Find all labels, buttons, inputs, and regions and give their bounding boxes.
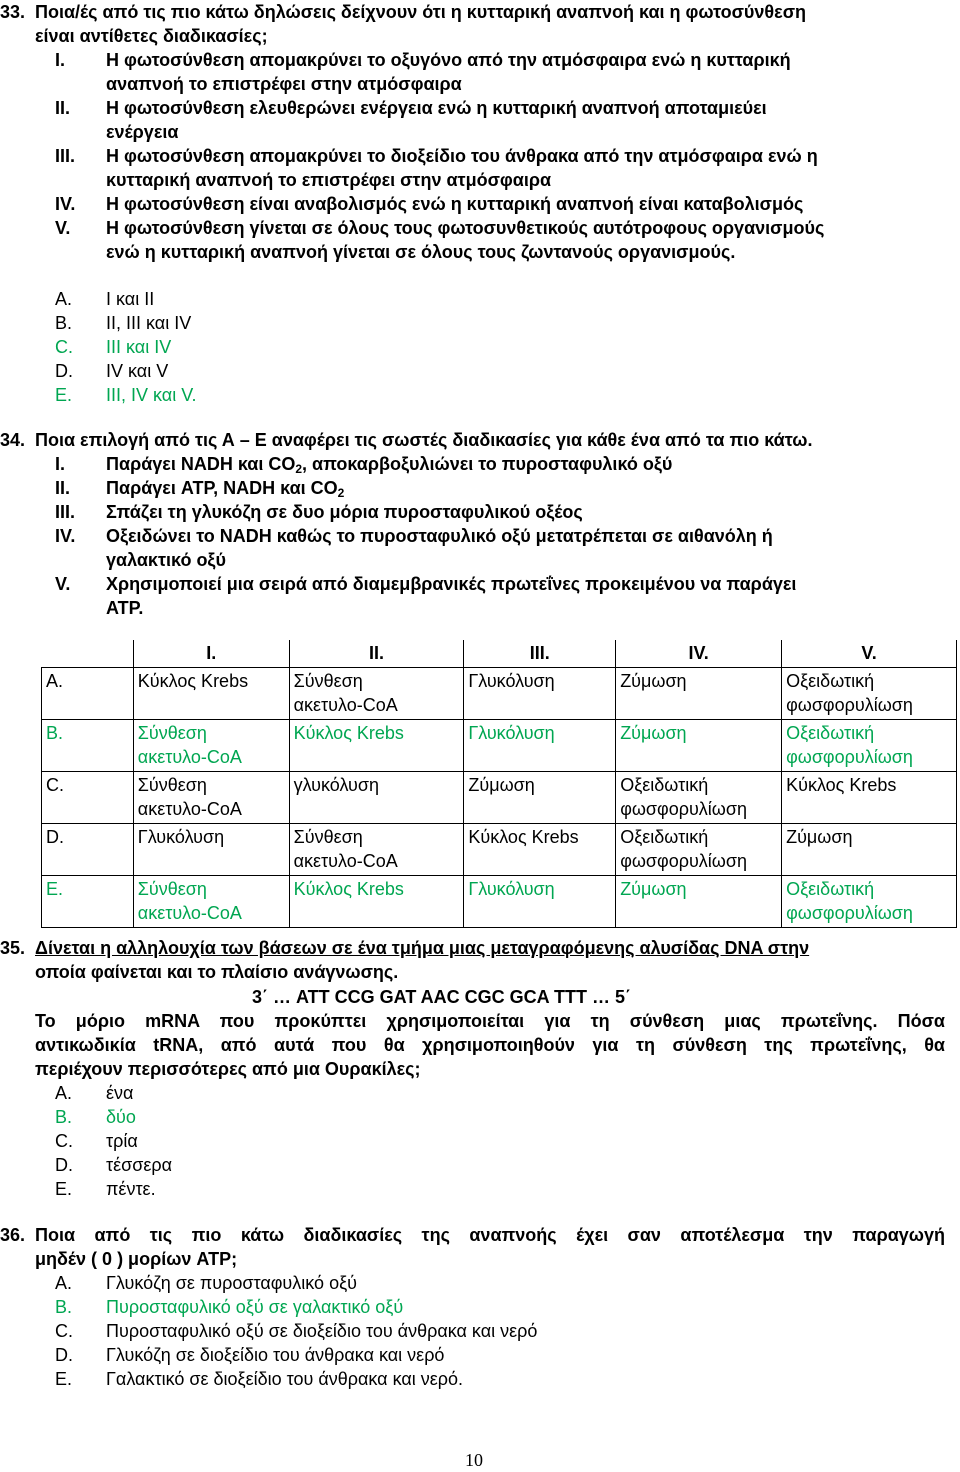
q35-dna-sequence: 3΄ … ATT CCG GAT AAC CGC GCA TTT … 5΄ — [252, 987, 631, 1007]
table-cell — [616, 876, 782, 928]
table-cell-line: Ζύμωση — [468, 775, 535, 795]
table-cell-line: Κύκλος Krebs — [468, 827, 579, 847]
q33-stem-line2: είναι αντίθετες διαδικασίες; — [35, 26, 268, 46]
q34-statement-text: Παράγει ATP, NADH και $CO_2$ — [106, 478, 345, 500]
table-cell — [782, 876, 957, 928]
q34-statement-text: Σπάζει τη γλυκόζη σε δυο μόρια πυροσταφυλικού οξέος — [106, 502, 583, 522]
q33-statement-text: Η φωτοσύνθεση είναι αναβολισμός ενώ η κυτταρική αναπνοή είναι καταβολισμός — [106, 194, 804, 214]
q35-option-text: ένα — [106, 1083, 134, 1103]
table-row — [42, 720, 957, 772]
table-cell-line: Ζύμωση — [786, 827, 853, 847]
table-cell — [133, 668, 289, 720]
table-cell-line: Γλυκόλυση — [468, 879, 555, 899]
q33-stem-line1: Ποια/ές από τις πιο κάτω δηλώσεις δείχνουν ότι η κυτταρική αναπνοή και η φωτοσύνθεση — [35, 2, 807, 22]
table-cell — [616, 720, 782, 772]
q34-number: 34. — [0, 430, 26, 450]
q33-option-text: IV και V — [106, 361, 169, 381]
q36-option-letter: E. — [55, 1369, 73, 1389]
table-header-row — [42, 640, 957, 668]
q35-stem-line5: περιέχουν περισσότερες από μια Ουρακίλες; — [35, 1059, 421, 1079]
q35-stem-line3: Το μόριο mRNA που προκύπτει χρησιμοποιείται για τη σύνθεση μιας πρωτεΐνης. Πόσα — [35, 1011, 945, 1031]
q33-statement-text: Η φωτοσύνθεση απομακρύνει το διοξείδιο του άνθρακα από την ατμόσφαιρα ενώ η — [106, 146, 818, 166]
q35-option-text: πέντε. — [106, 1179, 156, 1199]
table-row-letter: C. — [42, 772, 134, 824]
table-cell-line: Ζύμωση — [620, 723, 687, 743]
q36-option-letter: A. — [55, 1273, 73, 1293]
q35-option-letter: A. — [55, 1083, 73, 1103]
table-row-letter: A. — [42, 668, 134, 720]
table-cell-line: Σύνθεση — [293, 827, 363, 847]
table-header-cell: V. — [782, 640, 957, 668]
q34-statement-text: ATP. — [106, 598, 144, 618]
table-row — [42, 772, 957, 824]
table-row — [42, 824, 957, 876]
q34-statement-text: Χρησιμοποιεί μια σειρά από διαμεμβρανικές πρωτεΐνες προκειμένου να παράγει — [106, 574, 797, 594]
table-cell-line: Σύνθεση — [137, 723, 207, 743]
q35-option-letter: E. — [55, 1179, 73, 1199]
q35-option-text: τέσσερα — [106, 1155, 173, 1175]
table-cell — [133, 824, 289, 876]
q34-statement-num: V. — [55, 574, 71, 594]
table-row — [42, 668, 957, 720]
table-cell-line: Κύκλος Krebs — [137, 671, 249, 691]
q33-option-letter-correct: C. — [55, 337, 73, 357]
table-cell-line: Κύκλος Krebs — [293, 879, 404, 899]
q35-stem-line4: αντικωδικία tRNA, από αυτά που θα χρησιμοποιηθούν για τη σύνθεση της πρωτεΐνης, θα — [35, 1035, 945, 1055]
q36-option-text: Γλυκόζη σε πυροσταφυλικό οξύ — [106, 1273, 357, 1293]
table-cell-line: ακετυλο-CoA — [137, 747, 242, 767]
table-header-corner — [42, 640, 134, 668]
table-cell-line: ακετυλο-CoA — [293, 695, 398, 715]
table-cell-line: φωσφορυλίωση — [620, 799, 747, 819]
table-row-letter: E. — [42, 876, 134, 928]
q33-option-letter: A. — [55, 289, 73, 309]
table-cell — [464, 720, 616, 772]
q33-statement-num: I. — [55, 50, 66, 70]
table-cell — [464, 876, 616, 928]
table-cell-line: ακετυλο-CoA — [293, 851, 398, 871]
table-cell — [289, 772, 464, 824]
table-cell — [782, 772, 957, 824]
q33-option-letter: B. — [55, 313, 73, 333]
q33-statement-text: Η φωτοσύνθεση ελευθερώνει ενέργεια ενώ η κυτταρική αναπνοή αποταμιεύει — [106, 98, 767, 118]
table-cell — [289, 876, 464, 928]
q33-statement-text: Η φωτοσύνθεση απομακρύνει το οξυγόνο από την ατμόσφαιρα ενώ η κυτταρική — [106, 50, 791, 70]
q35-stem-line1: Δίνεται η αλληλουχία των βάσεων σε ένα τμήμα μιας μεταγραφόμενης αλυσίδας DNA στην — [35, 938, 810, 958]
table-cell — [464, 772, 616, 824]
table-cell — [133, 876, 289, 928]
q36-stem-line2: μηδέν ( 0 ) μορίων ATP; — [35, 1249, 238, 1269]
table-cell-line: Οξειδωτική — [620, 775, 709, 795]
table-cell-line: γλυκόλυση — [293, 775, 380, 795]
table-cell — [782, 720, 957, 772]
table-cell — [616, 772, 782, 824]
q36-option-letter: C. — [55, 1321, 73, 1341]
table-cell — [464, 824, 616, 876]
table-cell-line: Γλυκόλυση — [137, 827, 225, 847]
q33-statement-num: IV. — [55, 194, 76, 214]
q33-option-text: II, III και IV — [106, 313, 192, 333]
table-header-cell: III. — [464, 640, 616, 668]
table-cell-line: Οξειδωτική — [786, 671, 875, 691]
table-cell — [133, 772, 289, 824]
q35-stem-line2: οποία φαίνεται και το πλαίσιο ανάγνωσης. — [35, 962, 399, 982]
q33-statement-num: V. — [55, 218, 71, 238]
table-cell — [464, 668, 616, 720]
q34-statement-text: Οξειδώνει το NADH καθώς το πυροσταφυλικό οξύ μετατρέπεται σε αιθανόλη ή — [106, 526, 773, 546]
q34-statement-num: I. — [55, 454, 66, 474]
table-cell — [289, 824, 464, 876]
q34-stem: Ποια επιλογή από τις Α – Ε αναφέρει τις σωστές διαδικασίες για κάθε ένα από τα πιο κάτω. — [35, 430, 813, 450]
page-number: 10 — [465, 1450, 483, 1470]
table-cell-line: Σύνθεση — [137, 775, 207, 795]
q36-option-text: Γαλακτικό σε διοξείδιο του άνθρακα και νερό. — [106, 1369, 464, 1389]
table-cell-line: φωσφορυλίωση — [620, 851, 747, 871]
table-cell-line: φωσφορυλίωση — [786, 695, 913, 715]
q33-statement-text: Η φωτοσύνθεση γίνεται σε όλους τους φωτοσυνθετικούς αυτότροφους οργανισμούς — [106, 218, 825, 238]
q34-statement-text: Παράγει NADH και $CO_2$, αποκαρβοξυλιώνει το πυροσταφυλικό οξύ — [106, 454, 673, 476]
table-cell-line: φωσφορυλίωση — [786, 903, 913, 923]
table-cell-line: ακετυλο-CoA — [137, 799, 242, 819]
q34-statement-text: γαλακτικό οξύ — [106, 550, 226, 570]
table-cell — [289, 720, 464, 772]
q34-options-table — [41, 640, 957, 928]
table-cell-line: Γλυκόλυση — [468, 671, 555, 691]
table-cell-line: Σύνθεση — [293, 671, 363, 691]
table-cell-line: Ζύμωση — [620, 879, 687, 899]
table-cell-line: Κύκλος Krebs — [786, 775, 897, 795]
table-cell — [616, 668, 782, 720]
q36-option-text-correct: Πυροσταφυλικό οξύ σε γαλακτικό οξύ — [106, 1297, 404, 1317]
q34-statement-num: III. — [55, 502, 76, 522]
table-cell — [616, 824, 782, 876]
table-header-cell: IV. — [616, 640, 782, 668]
q33-option-text: I και II — [106, 289, 155, 309]
table-cell — [133, 720, 289, 772]
q33-statement-text: ενέργεια — [106, 122, 179, 142]
table-cell — [289, 668, 464, 720]
table-cell-line: Ζύμωση — [620, 671, 687, 691]
table-row-letter: D. — [42, 824, 134, 876]
table-cell-line: φωσφορυλίωση — [786, 747, 913, 767]
q36-stem-line1: Ποια από τις πιο κάτω διαδικασίες της αναπνοής έχει σαν αποτέλεσμα την παραγωγή — [35, 1225, 945, 1245]
table-cell-line: Γλυκόλυση — [468, 723, 555, 743]
q36-option-letter-correct: B. — [55, 1297, 73, 1317]
q34-statement-num: II. — [55, 478, 71, 498]
q35-option-text: τρία — [106, 1131, 138, 1151]
table-cell-line: Οξειδωτική — [620, 827, 709, 847]
table-header-cell: II. — [289, 640, 464, 668]
q33-statement-num: III. — [55, 146, 76, 166]
q33-statement-text: ενώ η κυτταρική αναπνοή γίνεται σε όλους τους ζωντανούς οργανισμούς. — [106, 242, 736, 262]
q35-option-text-correct: δύο — [106, 1107, 136, 1127]
q34-statement-num: IV. — [55, 526, 76, 546]
q33-statement-num: II. — [55, 98, 71, 118]
q35-option-letter: C. — [55, 1131, 73, 1151]
q36-option-letter: D. — [55, 1345, 73, 1365]
table-cell-line: Οξειδωτική — [786, 879, 875, 899]
table-row-letter: B. — [42, 720, 134, 772]
q33-option-letter: D. — [55, 361, 73, 381]
q36-option-text: Πυροσταφυλικό οξύ σε διοξείδιο του άνθρακα και νερό — [106, 1321, 538, 1341]
table-row — [42, 876, 957, 928]
table-cell — [782, 668, 957, 720]
q36-option-text: Γλυκόζη σε διοξείδιο του άνθρακα και νερό — [106, 1345, 445, 1365]
q33-option-letter: E. — [55, 385, 73, 405]
table-cell-line: Οξειδωτική — [786, 723, 875, 743]
q35-option-letter: D. — [55, 1155, 73, 1175]
q33-statement-text: κυτταρική αναπνοή το επιστρέφει στην ατμόσφαιρα — [106, 170, 552, 190]
table-cell-line: ακετυλο-CoA — [137, 903, 242, 923]
q35-option-letter-correct: B. — [55, 1107, 73, 1127]
table-cell-line: Κύκλος Krebs — [293, 723, 404, 743]
table-cell-line: Σύνθεση — [137, 879, 207, 899]
q33-number: 33. — [0, 2, 26, 22]
table-cell — [782, 824, 957, 876]
q33-option-text: III, IV και V. — [106, 385, 197, 405]
table-header-cell: I. — [133, 640, 289, 668]
q36-number: 36. — [0, 1225, 26, 1245]
q33-statement-text: αναπνοή το επιστρέφει στην ατμόσφαιρα — [106, 74, 462, 94]
q35-number: 35. — [0, 938, 26, 958]
q33-option-text-correct: III και IV — [106, 337, 172, 357]
